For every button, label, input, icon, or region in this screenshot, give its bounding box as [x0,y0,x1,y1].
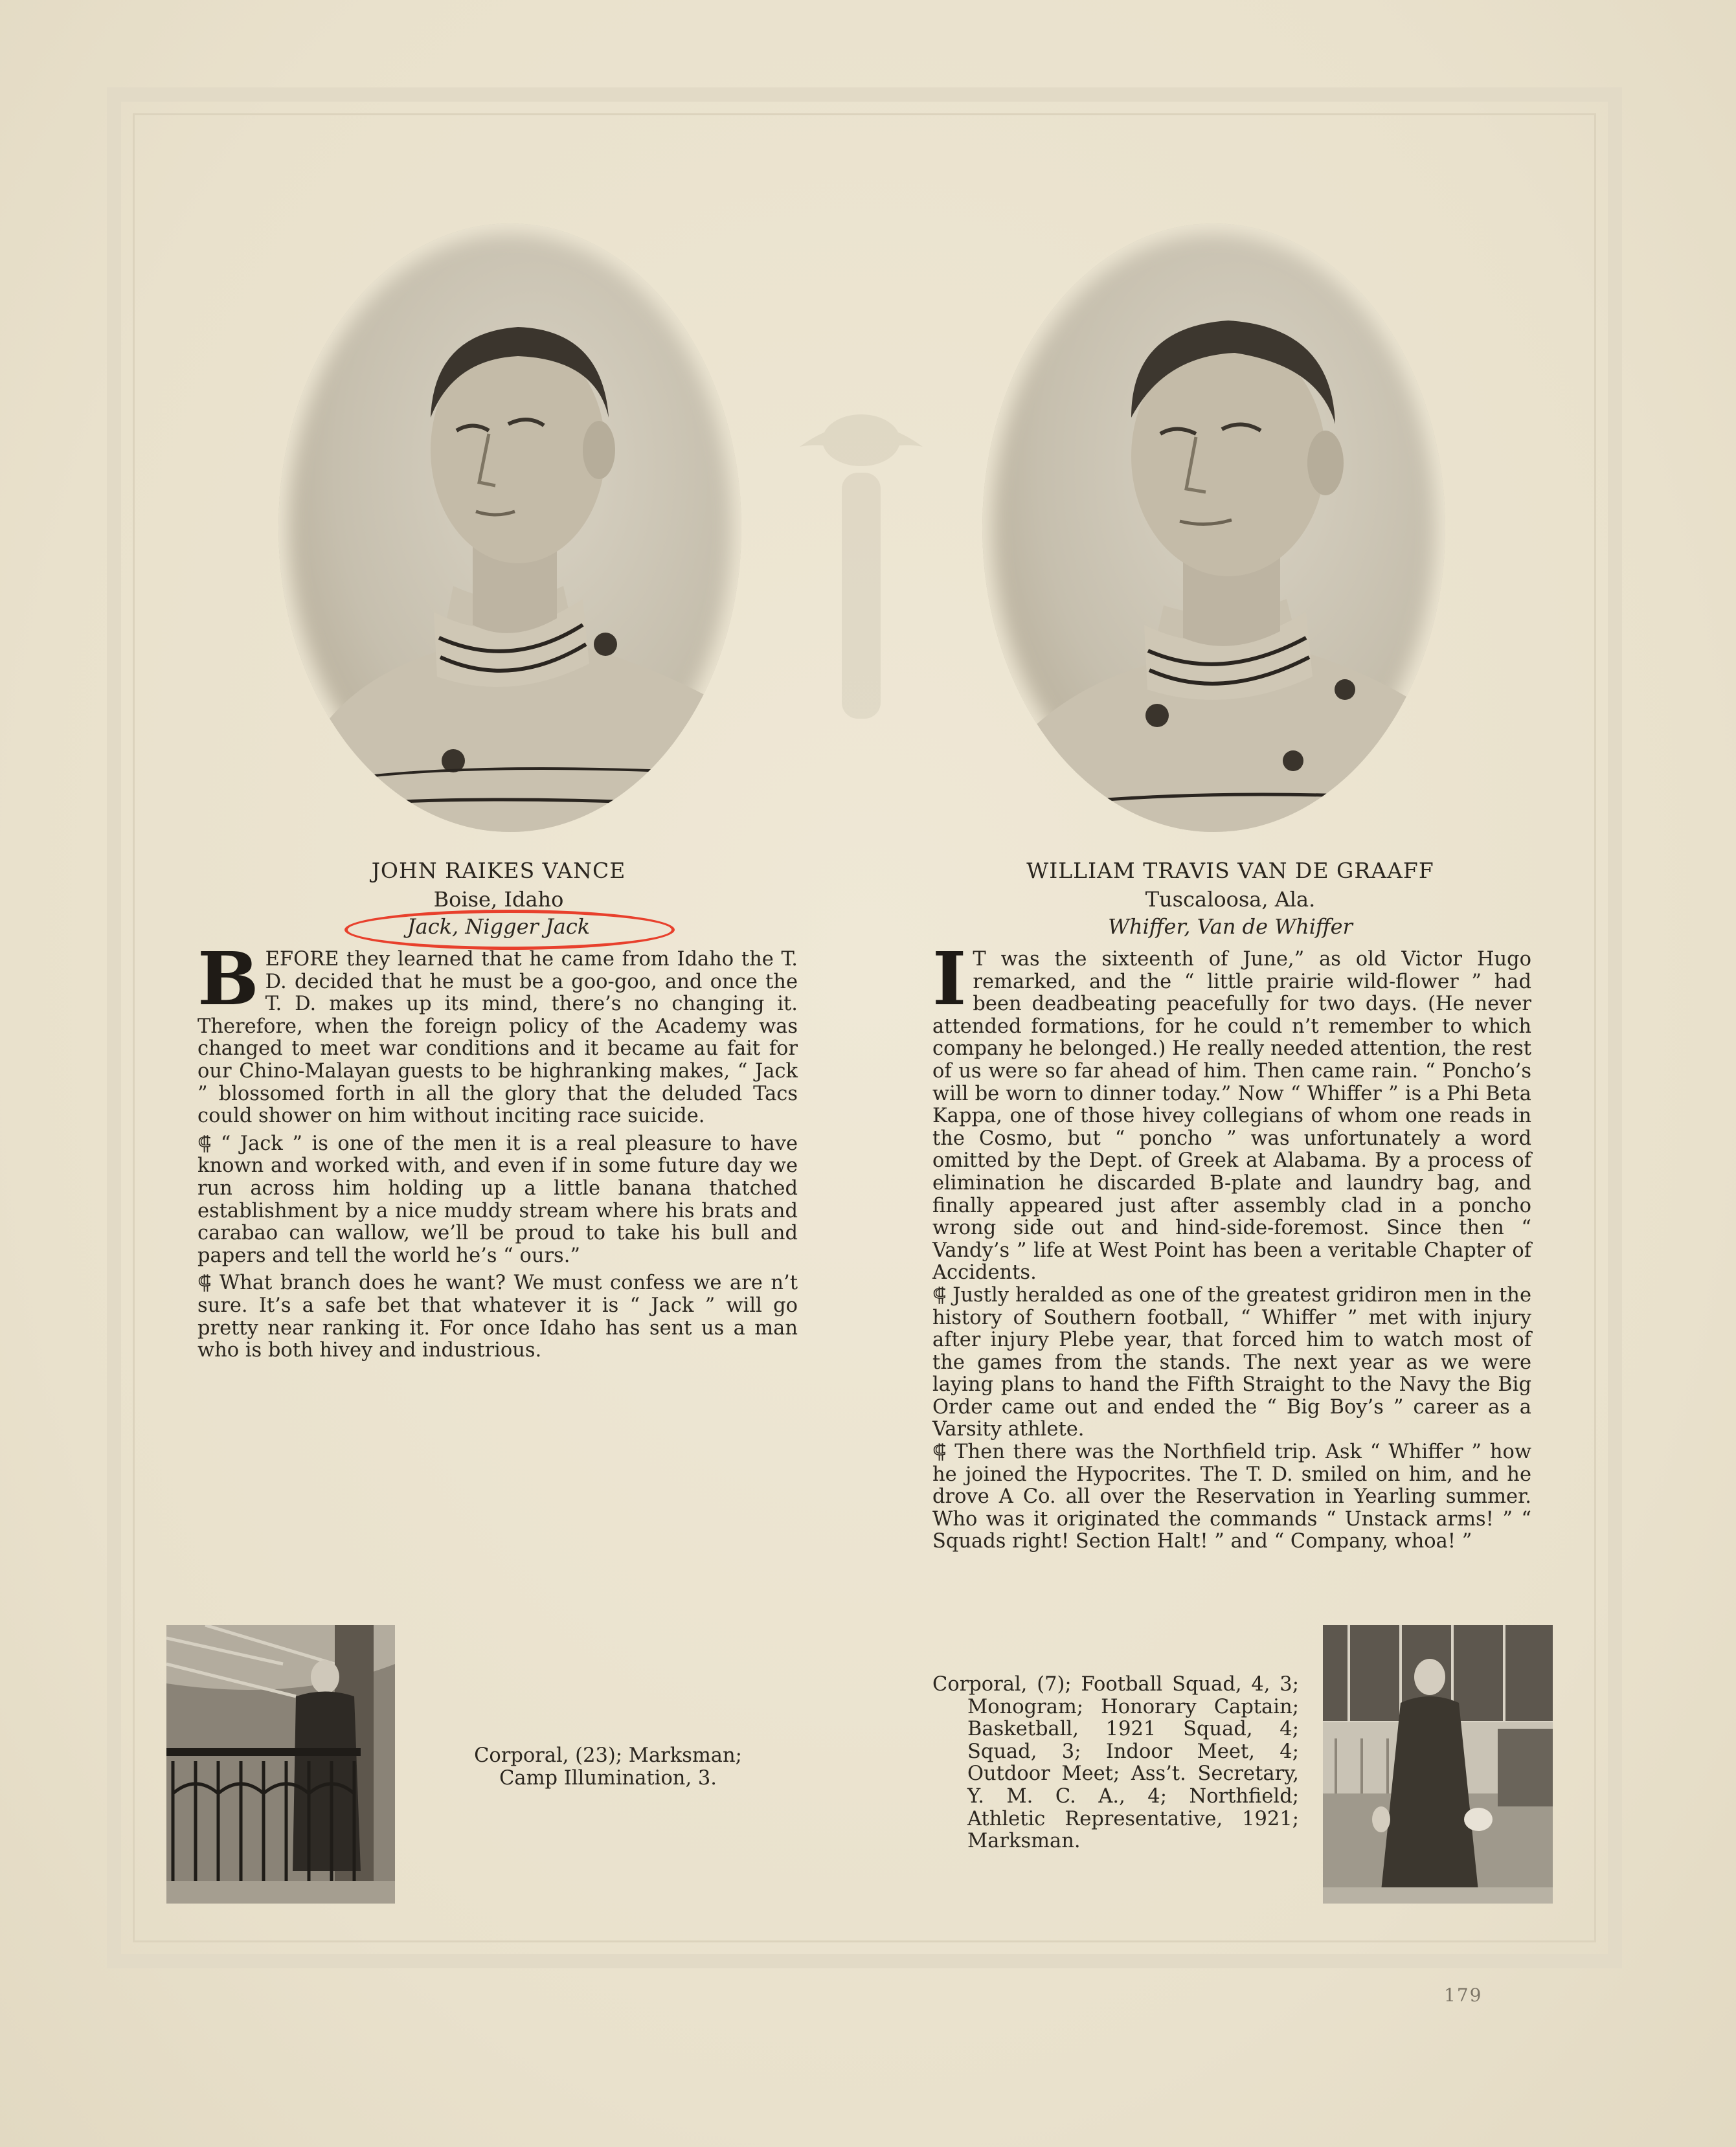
bio-right-paragraph-1 [932,937,1531,1285]
cadet-name-right: WILLIAM TRAVIS VAN DE GRAAFF [1026,858,1434,883]
nicknames-left: Jack, Nigger Jack [407,914,591,939]
bio-left-text-3: What branch does he want? We must confess we are n’t sure. It’s a safe bet that whatever it is “ Jack ” will go pretty near ranking it. For once Idaho has sent us a man who is both hivey and industrious. [197,1272,798,1362]
annotation-circle [344,910,675,950]
nicknames-right: Whiffer, Van de Whiffer [1108,914,1353,939]
portrait-vance [278,223,741,832]
bio-right-text-3: Then there was the Northfield trip. Ask “ Whiffer ” how he joined the Hypocrites. The T. D. smiled on him, and he drove A Co. all over the Reservation in Yearling summer. Who was it originated the commands “ Unstack arms! ” “ Squads right! Section Halt! ” and “ Company, whoa! ” [932,1441,1531,1553]
portrait-van-de-graaff [982,223,1445,832]
paragraph-mark-icon: ⸿ [932,1441,947,1464]
bio-right-paragraph-3 [932,1441,1531,1553]
portrait-van-de-graaff-image [982,223,1445,832]
cadet-name-left: JOHN RAIKES VANCE [371,858,626,883]
bio-right-paragraph-2 [932,1285,1531,1441]
bio-left-text-2: “ Jack ” is one of the men it is a real pleasure to have known and worked with, and even if in some future day we run across him holding up a little banana thatched establishment by a nice muddy stream where his brats and carabao can wallow, we’ll be proud to take his bull and papers and tell the world he’s “ ours.” [197,1132,798,1267]
bio-left-paragraph-3 [197,1272,798,1362]
biography-right [932,937,1531,1558]
paragraph-mark-icon: ⸿ [932,1283,947,1307]
bio-left-paragraph-2 [197,1133,798,1268]
paragraph-mark-icon: ⸿ [197,1272,212,1295]
hometown-left: Boise, Idaho [433,887,564,912]
portrait-vance-image [278,223,741,832]
snapshot-left [166,1625,395,1904]
drop-cap-left: B [197,937,259,1022]
paragraph-mark-icon: ⸿ [197,1132,212,1155]
record-right: Corporal, (7); Football Squad, 4, 3; Monogram; Honorary Captain; Basketball, 1921 Squad, 4; Squad, 3; Indoor Meet, 4; Outdoor Meet; Ass’t. Secretary, Y. M. C. A., 4; Northfield; Athletic Representative, 1921; Marksman. [932,1673,1299,1853]
snapshot-right [1323,1625,1553,1904]
hometown-right: Tuscaloosa, Ala. [1145,887,1316,912]
bio-right-first-text: T was the sixteenth of June,” as old Victor Hugo remarked, and the “ little prairie wild-flower ” had been deadbeating peacefully for two days. (He never attended formations, for he could n’t remember to which company he belonged.) He really needed attention, the rest of us were so far ahead of him. Then came rain. “ Poncho’s will be worn to dinner today.” Now “ Whiffer ” is a Phi Beta Kappa, one of those hivey collegians of whom one reads in the Cosmo, but “ poncho ” was unfortunately a word omitted by the Dept. of Greek at Alabama. By a process of elimination he discarded B-plate and laundry bag, and finally appeared just after assembly clad in a poncho wrong side out and hind-side-foremost. Since then “ Vandy’s ” life at West Point has been a veritable Chapter of Accidents. [932,948,1531,1285]
page-number: 179 [1444,1984,1483,2006]
drop-cap-right: I [932,937,967,1022]
snapshot-left-image [166,1625,395,1904]
crest-watermark [793,401,929,725]
biography-left [197,937,798,1367]
bio-left-paragraph-1 [197,937,798,1128]
record-left: Corporal, (23); Marksman; Camp Illumination, 3. [474,1744,742,1790]
snapshot-right-image [1323,1625,1553,1904]
bio-right-text-2: Justly heralded as one of the greatest gridiron men in the history of Southern football, “ Whiffer ” met with injury after injury Plebe year, that forced him to watch most of the games from the stands. The next year as we were laying plans to hand the Fifth Straight to the Navy the Big Order came out and ended the “ Big Boy’s ” career as a Varsity athlete. [932,1283,1531,1441]
bio-left-first-text: EFORE they learned that he came from Idaho the T. D. decided that he must be a goo-goo, and once the T. D. makes up its mind, there’s no changing it. Therefore, when the foreign policy of the Academy was changed to meet war conditions and it became au fait for our Chino-Malayan guests to be highranking makes, “ Jack ” blossomed forth in all the glory that the deluded Tacs could shower on him without inciting race suicide. [197,948,798,1128]
